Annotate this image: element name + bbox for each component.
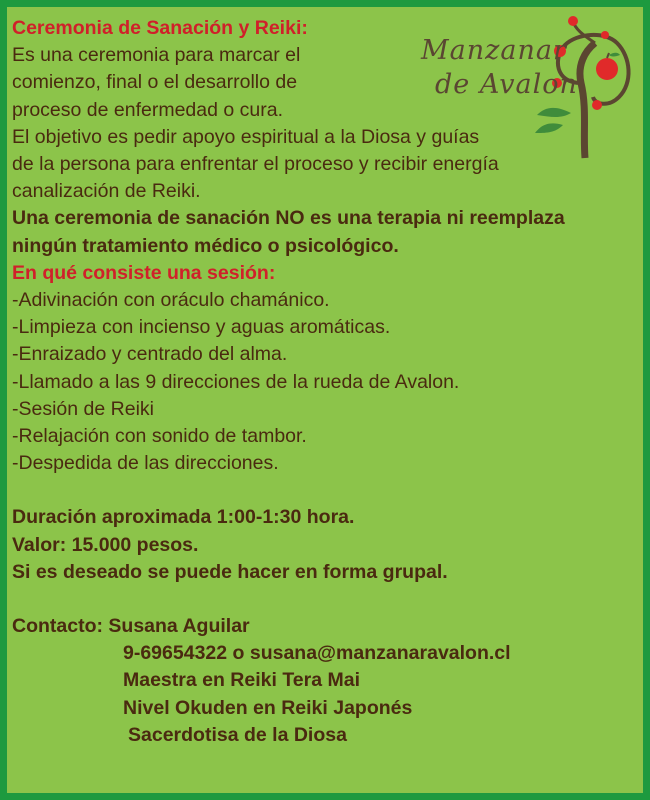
page-title: Ceremonia de Sanación y Reiki:	[12, 17, 308, 39]
disclaimer-line: ningún tratamiento médico o psicológico.	[12, 234, 399, 257]
intro-line: de la persona para enfrentar el proceso y recibir energía	[12, 153, 499, 176]
disclaimer-line: Una ceremonia de sanación NO es una terapia ni reemplaza	[12, 207, 565, 230]
list-item: -Relajación con sonido de tambor.	[12, 425, 307, 448]
list-item: -Despedida de las direcciones.	[12, 452, 279, 475]
list-item: -Adivinación con oráculo chamánico.	[12, 289, 330, 312]
intro-line: El objetivo es pedir apoyo espiritual a la Diosa y guías	[12, 125, 480, 148]
session-heading: En qué consiste una sesión:	[12, 261, 276, 284]
logo-text-line2: de Avalon	[435, 69, 578, 100]
list-item: -Enraizado y centrado del alma.	[12, 343, 288, 366]
contact-line: 9-69654322 o susana@manzanaravalon.cl	[123, 642, 511, 665]
contact-label: Contacto: Susana Aguilar	[12, 615, 250, 638]
intro-line: Es una ceremonia para marcar el	[12, 44, 301, 67]
list-item: -Sesión de Reiki	[12, 397, 154, 420]
list-item: -Llamado a las 9 direcciones de la rueda de Avalon.	[12, 370, 460, 393]
contact-line: Nivel Okuden en Reiki Japonés	[123, 696, 413, 719]
spacer	[12, 586, 642, 613]
group-line: Si es deseado se puede hacer en forma grupal.	[12, 560, 448, 583]
poster	[7, 7, 643, 793]
logo-text-line1: Manzanar	[421, 35, 567, 66]
contact-line: Maestra en Reiki Tera Mai	[123, 669, 360, 692]
poster-text	[12, 15, 642, 749]
price-line: Valor: 15.000 pesos.	[12, 533, 199, 556]
intro-line: proceso de enfermedad o cura.	[12, 98, 284, 121]
spacer	[12, 477, 642, 504]
contact-line: Sacerdotisa de la Diosa	[128, 723, 347, 746]
intro-line: canalización de Reiki.	[12, 180, 201, 203]
intro-line: comienzo, final o el desarrollo de	[12, 71, 298, 94]
duration-line: Duración aproximada 1:00-1:30 hora.	[12, 506, 355, 529]
list-item: -Limpieza con incienso y aguas aromáticas.	[12, 316, 391, 339]
